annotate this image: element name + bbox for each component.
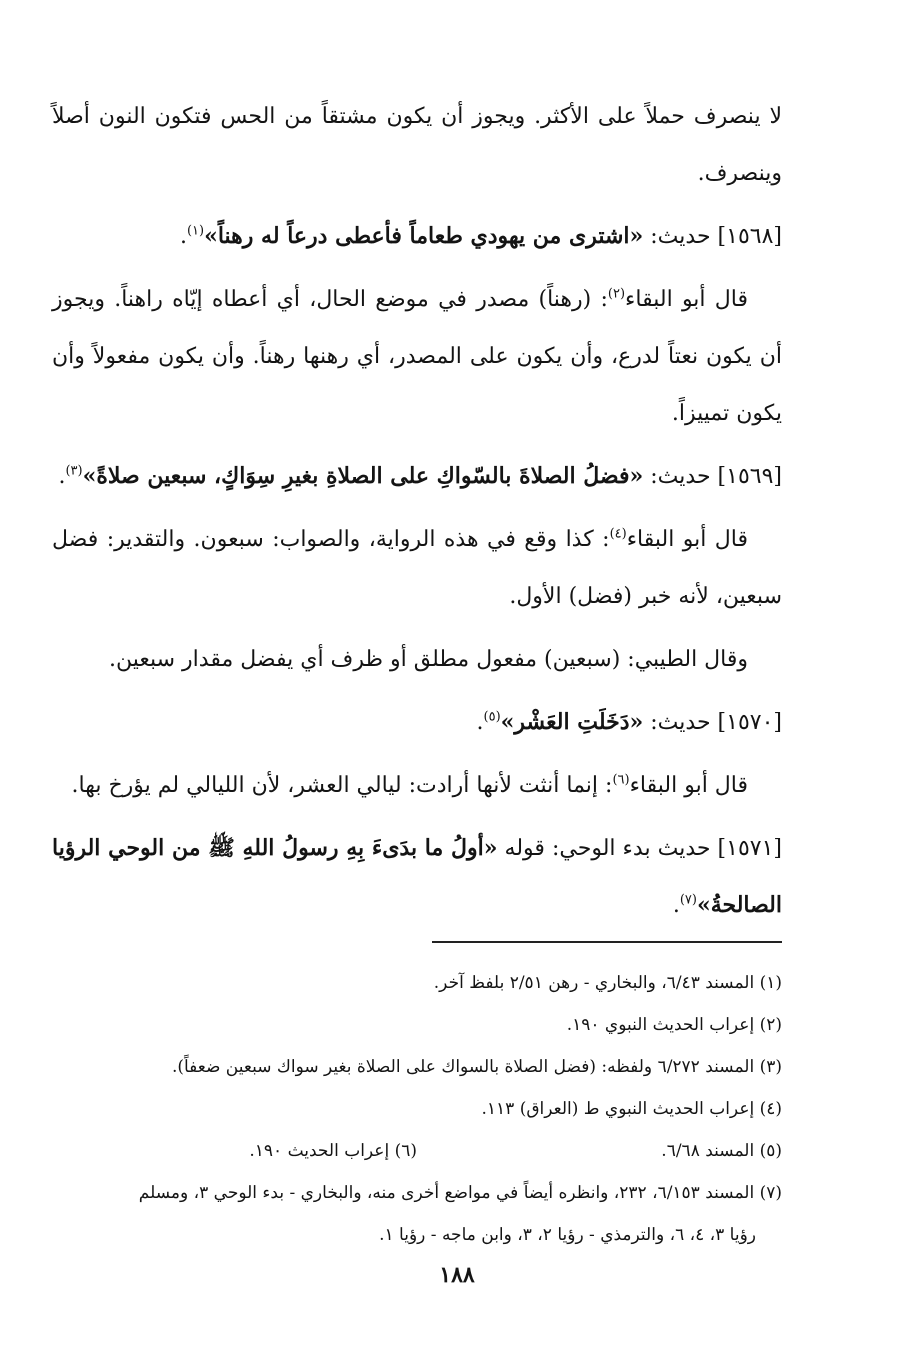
hadith-1568	[52, 208, 782, 265]
commentary-abu-albaqa-3	[52, 757, 782, 814]
footnote-7-continued: رؤيا ٣، ٤، ٦، والترمذي - رؤيا ٢، ٣، وابن ماجه - رؤيا ١.	[379, 1225, 756, 1245]
hadith-tail: .	[58, 464, 66, 489]
commentary-abu-albaqa-2	[52, 511, 782, 625]
commentary-tibi	[52, 631, 782, 688]
commentary-abu-albaqa-1	[52, 271, 782, 442]
footnote-ref-1[interactable]: (١)	[186, 223, 205, 239]
footnote-ref-7[interactable]: (٧)	[679, 892, 697, 908]
footnote-7: (٧) المسند ٦/١٥٣، ٢٣٢، وانظره أيضاً في مواضع أخرى منه، والبخاري - بدء الوحي ٣، ومسلم	[138, 1183, 782, 1203]
commentary-text: : كذا وقع في هذه الرواية، والصواب: سبعون. والتقدير: فضل سبعين، لأنه خبر (فضل) الأول.	[52, 527, 782, 609]
commentary-lead: قال أبو البقاء	[625, 287, 749, 312]
hadith-label: [١٥٦٨] حديث:	[643, 224, 782, 249]
page-number: ١٨٨	[439, 1262, 475, 1288]
hadith-tail: .	[672, 893, 680, 918]
footnote-separator	[432, 941, 782, 943]
commentary-lead: قال أبو البقاء	[626, 527, 749, 552]
footnote-2: (٢) إعراب الحديث النبوي ١٩٠.	[566, 1015, 782, 1035]
commentary-lead: قال أبو البقاء	[629, 773, 748, 798]
footnote-4: (٤) إعراب الحديث النبوي ط (العراق) ١١٣.	[481, 1099, 782, 1119]
footnote-1: (١) المسند ٦/٤٣، والبخاري - رهن ٢/٥١ بلفظ آخر.	[433, 973, 782, 993]
hadith-tail: .	[476, 710, 484, 735]
main-text	[52, 88, 782, 940]
commentary-text: : (رهناً) مصدر في موضع الحال، أي أعطاه إيّاه راهناً. ويجوز أن يكون نعتاً لدرع، وأن يكون على المصدر، أي رهنها رهناً. وأن يكون مفعولاً وأن يكون تمييزاً.	[52, 287, 782, 426]
commentary-text: : إنما أنثت لأنها أرادت: ليالي العشر، لأن الليالي لم يؤرخ بها.	[71, 773, 613, 798]
paragraph-text: لا ينصرف حملاً على الأكثر. ويجوز أن يكون مشتقاً من الحس فتكون النون أصلاً وينصرف.	[52, 104, 782, 186]
footnote-row-5-6	[52, 1130, 782, 1172]
hadith-quote: «دَخَلَتِ العَشْر»	[500, 709, 644, 735]
footnote-ref-6[interactable]: (٦)	[612, 772, 630, 788]
footnotes	[52, 962, 782, 1256]
footnote-5: (٥) المسند ٦/٦٨.	[661, 1141, 782, 1161]
footnote-ref-2[interactable]: (٢)	[607, 286, 626, 302]
hadith-1569	[52, 448, 782, 505]
footnote-ref-5[interactable]: (٥)	[483, 709, 501, 725]
footnote-3: (٣) المسند ٦/٢٧٢ ولفظه: (فضل الصلاة بالسواك على الصلاة بغير سواك سبعين ضعفاً).	[171, 1057, 782, 1077]
hadith-quote: «أولُ ما بدَىءَ بِهِ رسولُ اللهِ ﷺ من الوحي الرؤيا الصالحةُ»	[52, 835, 782, 918]
footnote-6: (٦) إعراب الحديث ١٩٠.	[249, 1141, 417, 1161]
commentary-text: وقال الطيبي: (سبعين) مفعول مطلق أو ظرف أي يفضل مقدار سبعين.	[109, 647, 748, 672]
hadith-1570	[52, 694, 782, 751]
paragraph-1	[52, 88, 782, 202]
hadith-label: [١٥٧١] حديث بدء الوحي: قوله	[497, 836, 782, 861]
hadith-quote: «فضلُ الصلاةَ بالسّواكِ على الصلاةِ بغيرِ سِوَاكٍ، سبعين صلاةً»	[82, 463, 644, 489]
hadith-1571	[52, 820, 782, 934]
footnote-ref-3[interactable]: (٣)	[65, 463, 83, 479]
footnote-ref-4[interactable]: (٤)	[609, 526, 627, 542]
hadith-quote: «اشترى من يهودي طعاماً فأعطى درعاً له رهناً»	[204, 223, 644, 249]
hadith-tail: .	[179, 224, 187, 249]
hadith-label: [١٥٦٩] حديث:	[643, 464, 782, 489]
hadith-label: [١٥٧٠] حديث:	[643, 710, 782, 735]
